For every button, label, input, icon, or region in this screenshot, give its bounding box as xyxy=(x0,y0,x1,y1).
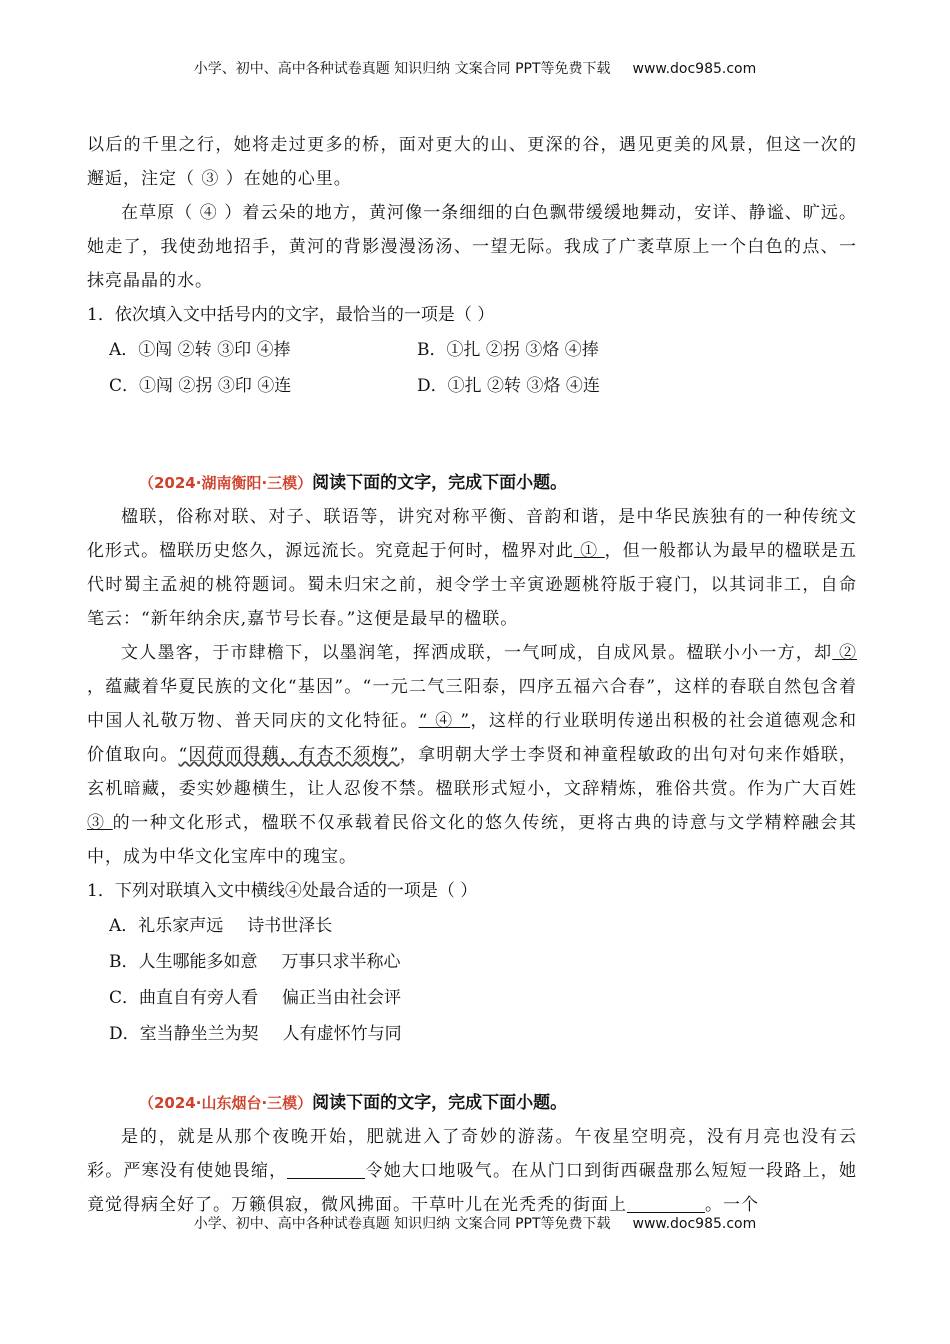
page-header xyxy=(0,58,950,78)
header-url[interactable]: www.doc985.com xyxy=(632,61,757,77)
question-source-line xyxy=(139,466,857,500)
instruction: 阅读下面的文字，完成下面小题。 xyxy=(312,1093,568,1113)
text-run: ，这样的行业联明传递出积极的社会道德观念和价值取向。 xyxy=(87,711,858,765)
blank-marker-1: ① xyxy=(573,541,605,561)
option-label: A． xyxy=(109,916,139,936)
blank-marker-4: “ ④ ” xyxy=(418,711,471,731)
source-label: （2024·山东烟台·三模） xyxy=(139,1094,313,1112)
fill-blank xyxy=(287,1158,365,1179)
main-content xyxy=(87,128,857,1222)
option-text: 曲直自有旁人看 xyxy=(139,988,259,1008)
option-c[interactable]: C．①闯 ②拐 ③印 ④连 xyxy=(109,376,292,396)
passage-paragraph xyxy=(87,1120,857,1222)
option-a[interactable] xyxy=(109,908,857,944)
fill-blank xyxy=(627,1192,705,1213)
header-text: 小学、初中、高中各种试卷真题 知识归纳 文案合同 PPT等免费下载 xyxy=(193,61,611,77)
section-1 xyxy=(87,128,857,404)
text-run: ，拿明朝大学士李贤和神童程敏政的出句对句来作婚联，玄机暗藏，委实妙趣横生，让人忍俊不禁。楹联形式短小，文辞精炼，雅俗共赏。作为广大百姓 xyxy=(87,745,858,799)
wavy-underlined-couplet: “因荷而得藕，有杏不须梅” xyxy=(178,745,400,765)
option-text: 礼乐家声远 xyxy=(138,916,224,936)
passage-paragraph: 以后的千里之行，她将走过更多的桥，面对更大的山、更深的谷，遇见更美的风景，但这一次的邂逅，注定（ ③ ）在她的心里。 xyxy=(87,135,857,189)
option-b[interactable]: B．①扎 ②拐 ③烙 ④捧 xyxy=(417,340,599,360)
text-run: 。一个 xyxy=(705,1195,759,1215)
instruction: 阅读下面的文字，完成下面小题。 xyxy=(312,473,568,493)
option-text: 室当静坐兰为契 xyxy=(139,1024,259,1044)
option-text: 诗书世泽长 xyxy=(247,916,333,936)
option-text: 偏正当由社会评 xyxy=(282,988,402,1008)
text-run: 是的，就是从那个夜晚开始，肥就进入了奇妙的游荡。午夜星空明亮，没有月亮也没有云彩。严寒没有使她畏缩， xyxy=(87,1127,857,1181)
text-run: 的一种文化形式，楹联不仅承载着民俗文化的悠久传统，更将古典的诗意与文学精粹融会其中，成为中华文化宝库中的瑰宝。 xyxy=(87,813,857,867)
footer-text: 小学、初中、高中各种试卷真题 知识归纳 文案合同 PPT等免费下载 xyxy=(193,1216,611,1232)
question-1: 1．下列对联填入文中横线④处最合适的一项是（ ） xyxy=(87,881,478,901)
option-b[interactable] xyxy=(109,944,857,980)
blank-marker-2: ② xyxy=(832,643,858,663)
option-label: B． xyxy=(109,952,139,972)
blank-marker-3: ③ xyxy=(87,813,113,833)
question-source-line xyxy=(139,1086,857,1120)
passage-paragraph xyxy=(87,500,857,636)
passage-paragraph: 在草原（ ④ ）着云朵的地方，黄河像一条细细的白色飘带缓缓地舞动，安详、静谧、旷远。她走了，我使劲地招手，黄河的背影漫漫汤汤、一望无际。我成了广袤草原上一个白色的点、一抹亮晶晶的水。 xyxy=(87,203,857,291)
question-1: 1．依次填入文中括号内的文字，最恰当的一项是（ ） xyxy=(87,305,495,325)
option-d[interactable]: D．①扎 ②转 ③烙 ④连 xyxy=(417,376,600,396)
option-text: 万事只求半称心 xyxy=(281,952,401,972)
option-a[interactable]: A．①闯 ②转 ③印 ④捧 xyxy=(109,340,291,360)
passage-paragraph xyxy=(87,636,857,874)
option-d[interactable] xyxy=(109,1016,857,1052)
option-label: C． xyxy=(109,988,140,1008)
text-run: 令她大口地吸气。在从门口到街西碾盘那么短短一段路上，她竟觉得病全好了。万籁俱寂，微风拂面。干草叶儿在光秃秃的街面上 xyxy=(87,1161,858,1215)
text-run: 文人墨客，于市肆檐下，以墨润笔，挥洒成联，一气呵成，自成风景。楹联小小一方，却 xyxy=(121,643,833,663)
section-3 xyxy=(87,1086,857,1222)
source-label: （2024·湖南衡阳·三模） xyxy=(139,474,313,492)
option-text: 人有虚怀竹与同 xyxy=(282,1024,402,1044)
text-run: ，但一般都认为最早的楹联是五代时蜀主孟昶的桃符题词。蜀未归宋之前，昶令学士辛寅逊题桃符版于寝门，以其词非工，自命笔云：“新年纳余庆,嘉节号长春。”这便是最早的楹联。 xyxy=(87,541,857,629)
text-run: 楹联，俗称对联、对子、联语等，讲究对称平衡、音韵和谐，是中华民族独有的一种传统文化形式。楹联历史悠久，源远流长。究竟起于何时，楹界对此 xyxy=(87,507,857,561)
option-text: 人生哪能多如意 xyxy=(138,952,258,972)
option-c[interactable] xyxy=(109,980,857,1016)
footer-url[interactable]: www.doc985.com xyxy=(632,1216,757,1232)
page-footer xyxy=(0,1213,950,1233)
options-grid xyxy=(109,332,857,404)
option-label: D． xyxy=(109,1024,140,1044)
text-run: ，蕴藏着华夏民族的文化“基因”。“一元二气三阳泰，四序五福六合春”，这样的春联自然包含着中国人礼敬万物、普天同庆的文化特征。 xyxy=(87,677,857,731)
section-2 xyxy=(87,466,857,1052)
